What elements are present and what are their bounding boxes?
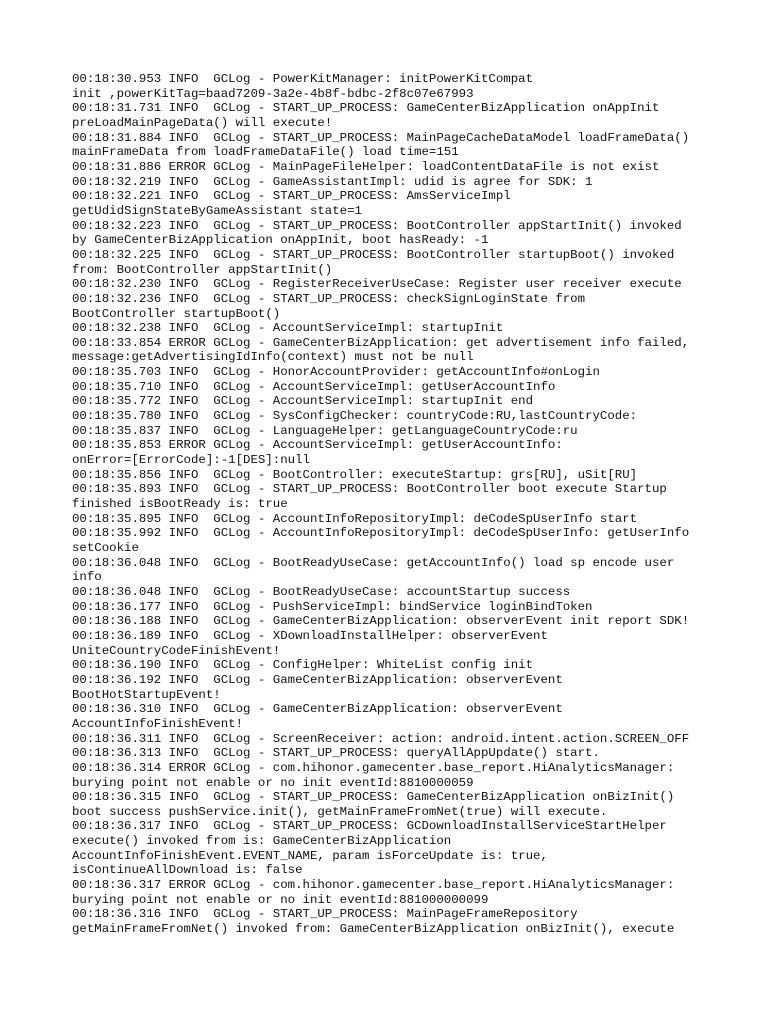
log-line: BootController startupBoot() bbox=[72, 306, 281, 321]
log-line: 00:18:35.893 INFO GCLog - START_UP_PROCESS: BootController boot execute Startup bbox=[72, 482, 667, 497]
log-line: 00:18:31.884 INFO GCLog - START_UP_PROCESS: MainPageCacheDataModel loadFrameData() bbox=[72, 130, 690, 145]
log-line: 00:18:32.221 INFO GCLog - START_UP_PROCESS: AmsServiceImpl bbox=[72, 189, 511, 204]
log-line: 00:18:36.190 INFO GCLog - ConfigHelper: WhiteList config init bbox=[72, 658, 534, 673]
log-line: AccountInfoFinishEvent! bbox=[72, 716, 244, 731]
log-line: init ,powerKitTag=baad7209-3a2e-4b8f-bdbc-2f8c07e67993 bbox=[72, 86, 474, 101]
log-line: boot success pushService.init(), getMainFrameFromNet(true) will execute. bbox=[72, 804, 608, 819]
log-line: 00:18:35.837 INFO GCLog - LanguageHelper: getLanguageCountryCode:ru bbox=[72, 423, 578, 438]
log-line: execute() invoked from is: GameCenterBizApplication bbox=[72, 834, 452, 849]
log-line: 00:18:36.313 INFO GCLog - START_UP_PROCESS: queryAllAppUpdate() start. bbox=[72, 746, 600, 761]
log-line: 00:18:36.192 INFO GCLog - GameCenterBizApplication: observerEvent bbox=[72, 672, 563, 687]
log-line: 00:18:36.316 INFO GCLog - START_UP_PROCESS: MainPageFrameRepository bbox=[72, 907, 578, 922]
log-line: 00:18:36.314 ERROR GCLog - com.hihonor.gamecenter.base_report.HiAnalyticsManager: bbox=[72, 760, 675, 775]
log-line: 00:18:35.710 INFO GCLog - AccountServiceImpl: getUserAccountInfo bbox=[72, 379, 556, 394]
log-line: burying point not enable or no init eventId:881000000099 bbox=[72, 892, 489, 907]
log-line: 00:18:36.315 INFO GCLog - START_UP_PROCESS: GameCenterBizApplication onBizInit() bbox=[72, 790, 675, 805]
log-line: getMainFrameFromNet() invoked from: GameCenterBizApplication onBizInit(), execute bbox=[72, 922, 675, 937]
log-line: 00:18:35.856 INFO GCLog - BootController: executeStartup: grs[RU], uSit[RU] bbox=[72, 467, 638, 482]
log-line: 00:18:36.048 INFO GCLog - BootReadyUseCase: accountStartup success bbox=[72, 584, 571, 599]
log-line: 00:18:36.189 INFO GCLog - XDownloadInstallHelper: observerEvent bbox=[72, 628, 548, 643]
log-line: 00:18:36.188 INFO GCLog - GameCenterBizApplication: observerEvent init report SDK! bbox=[72, 614, 690, 629]
log-line: 00:18:32.225 INFO GCLog - START_UP_PROCESS: BootController startupBoot() invoked bbox=[72, 247, 675, 262]
log-line: mainFrameData from loadFrameDataFile() load time=151 bbox=[72, 145, 459, 160]
log-line: 00:18:31.731 INFO GCLog - START_UP_PROCESS: GameCenterBizApplication onAppInit bbox=[72, 101, 660, 116]
log-line: 00:18:32.219 INFO GCLog - GameAssistantImpl: udid is agree for SDK: 1 bbox=[72, 174, 593, 189]
log-document bbox=[72, 72, 708, 937]
log-line: 00:18:32.223 INFO GCLog - START_UP_PROCESS: BootController appStartInit() invoked bbox=[72, 218, 682, 233]
log-line: 00:18:36.310 INFO GCLog - GameCenterBizApplication: observerEvent bbox=[72, 702, 563, 717]
log-line: 00:18:36.317 ERROR GCLog - com.hihonor.gamecenter.base_report.HiAnalyticsManager: bbox=[72, 878, 675, 893]
log-line: 00:18:36.311 INFO GCLog - ScreenReceiver: action: android.intent.action.SCREEN_OFF bbox=[72, 731, 690, 746]
log-line: onError=[ErrorCode]:-1[DES]:null bbox=[72, 453, 310, 468]
log-line: 00:18:35.703 INFO GCLog - HonorAccountProvider: getAccountInfo#onLogin bbox=[72, 365, 600, 380]
log-line: 00:18:32.238 INFO GCLog - AccountServiceImpl: startupInit bbox=[72, 321, 504, 336]
log-line: message:getAdvertisingIdInfo(context) must not be null bbox=[72, 350, 474, 365]
log-line: 00:18:35.992 INFO GCLog - AccountInfoRepositoryImpl: deCodeSpUserInfo: getUserInfo bbox=[72, 526, 690, 541]
log-line: UniteCountryCodeFinishEvent! bbox=[72, 643, 281, 658]
log-line: setCookie bbox=[72, 541, 139, 555]
log-line: 00:18:30.953 INFO GCLog - PowerKitManager: initPowerKitCompat bbox=[72, 72, 534, 86]
log-line: 00:18:35.772 INFO GCLog - AccountServiceImpl: startupInit end bbox=[72, 394, 534, 409]
log-line: getUdidSignStateByGameAssistant state=1 bbox=[72, 203, 362, 218]
log-line: 00:18:36.177 INFO GCLog - PushServiceImpl: bindService loginBindToken bbox=[72, 599, 593, 614]
log-line: 00:18:36.048 INFO GCLog - BootReadyUseCase: getAccountInfo() load sp encode user bbox=[72, 555, 675, 570]
log-line: BootHotStartupEvent! bbox=[72, 687, 221, 702]
log-line: by GameCenterBizApplication onAppInit, boot hasReady: -1 bbox=[72, 233, 489, 248]
log-line: 00:18:32.236 INFO GCLog - START_UP_PROCESS: checkSignLoginState from bbox=[72, 291, 586, 306]
log-line: AccountInfoFinishEvent.EVENT_NAME, param isForceUpdate is: true, bbox=[72, 848, 548, 863]
log-line: isContinueAllDownload is: false bbox=[72, 863, 303, 878]
log-line: 00:18:31.886 ERROR GCLog - MainPageFileHelper: loadContentDataFile is not exist bbox=[72, 159, 660, 174]
log-line: info bbox=[72, 570, 102, 585]
log-line: finished isBootReady is: true bbox=[72, 497, 288, 512]
log-line: from: BootController appStartInit() bbox=[72, 262, 333, 277]
log-line: 00:18:36.317 INFO GCLog - START_UP_PROCESS: GCDownloadInstallServiceStartHelper bbox=[72, 819, 667, 834]
log-line: burying point not enable or no init eventId:8810000059 bbox=[72, 775, 474, 790]
log-line: 00:18:35.780 INFO GCLog - SysConfigChecker: countryCode:RU,lastCountryCode: bbox=[72, 409, 638, 424]
log-line: 00:18:35.853 ERROR GCLog - AccountServiceImpl: getUserAccountInfo: bbox=[72, 438, 563, 453]
log-line: preLoadMainPageData() will execute! bbox=[72, 115, 333, 130]
log-line: 00:18:35.895 INFO GCLog - AccountInfoRepositoryImpl: deCodeSpUserInfo start bbox=[72, 511, 638, 526]
log-line: 00:18:33.854 ERROR GCLog - GameCenterBizApplication: get advertisement info failed, bbox=[72, 335, 690, 350]
log-line: 00:18:32.230 INFO GCLog - RegisterReceiverUseCase: Register user receiver execute bbox=[72, 277, 682, 292]
